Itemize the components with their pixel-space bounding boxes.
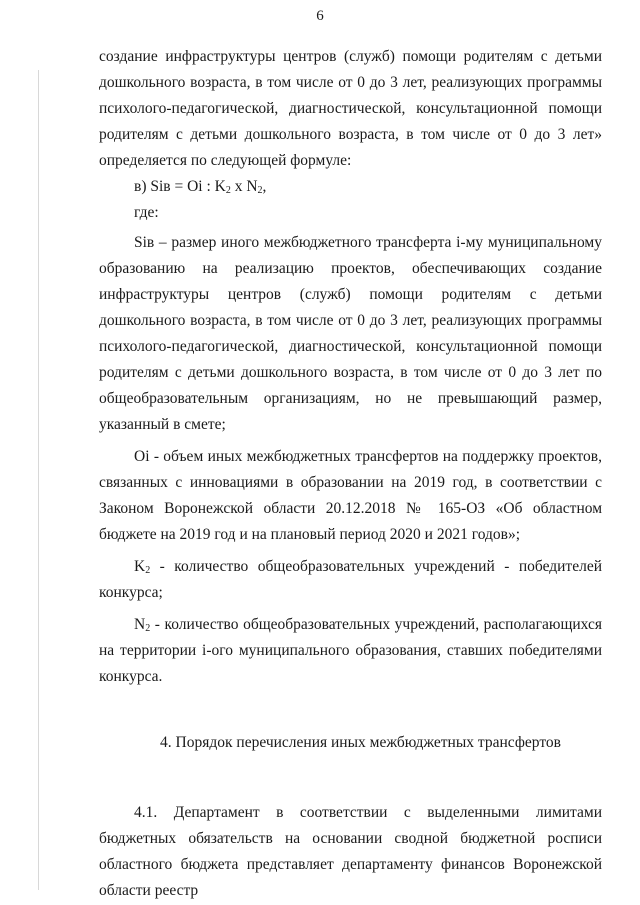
page-number: 6 [316, 8, 324, 24]
intro-paragraph: создание инфраструктуры центров (служб) помощи родителям с детьми дошкольного возраста, в том числе от 0 до 3 лет, реализующих программы психолого-педагогической, диагностической, консультационной помощи родителям с детьми дошкольного возраста, в том числе от 0 до 3 лет» определяется по следующей формуле: [99, 48, 602, 169]
n2-subscript: 2 [145, 623, 151, 634]
n2-symbol: N [134, 616, 146, 633]
formula-suffix: , [262, 178, 267, 195]
formula-mid: x N [230, 178, 258, 195]
definition-n2 [99, 612, 602, 690]
document-body [99, 44, 602, 904]
k2-symbol: K [134, 558, 146, 575]
scan-margin-line [38, 70, 39, 890]
definition-k2 [99, 554, 602, 606]
where-label: где: [134, 204, 159, 221]
k2-subscript: 2 [145, 565, 151, 576]
formula-sub-k: 2 [225, 185, 231, 196]
formula [99, 174, 602, 200]
section-heading: 4. Порядок перечисления иных межбюджетных трансфертов [160, 734, 561, 751]
formula-sub-n: 2 [257, 185, 263, 196]
definition-siv: Siв – размер иного межбюджетного трансферта i-му муниципальному образованию на реализацию проектов, обеспечивающих создание инфраструктуры центров (служб) помощи родителям с детьми дошкольного возраста, в том числе от 0 до 3 лет, реализующих программы психолого-педагогической, диагностической, консультационной помощи родителям с детьми дошкольного возраста, в том числе от 0 до 3 лет по общеобразовательным организациям, но не превышающий размер, указанный в смете; [99, 234, 602, 433]
n2-text: - количество общеобразовательных учреждений, располагающихся на территории i-ого муниципального образования, ставших победителями конкурса. [99, 616, 602, 685]
definition-oi: Oi - объем иных межбюджетных трансфертов на поддержку проектов, связанных с инновациями в образовании на 2019 год, в соответствии с Законом Воронежской области 20.12.2018 № 165-ОЗ «Об областном бюджете на 2019 год и на плановый период 2020 и 2021 годов»; [99, 448, 602, 543]
formula-prefix: в) Siв = Oi : K [134, 178, 226, 195]
k2-text: - количество общеобразовательных учреждений - победителей конкурса; [99, 558, 602, 601]
paragraph-4-1: 4.1. Департамент в соответствии с выделенными лимитами бюджетных обязательств на основании сводной бюджетной росписи областного бюджета представляет департаменту финансов Воронежской области реестр [99, 804, 602, 899]
